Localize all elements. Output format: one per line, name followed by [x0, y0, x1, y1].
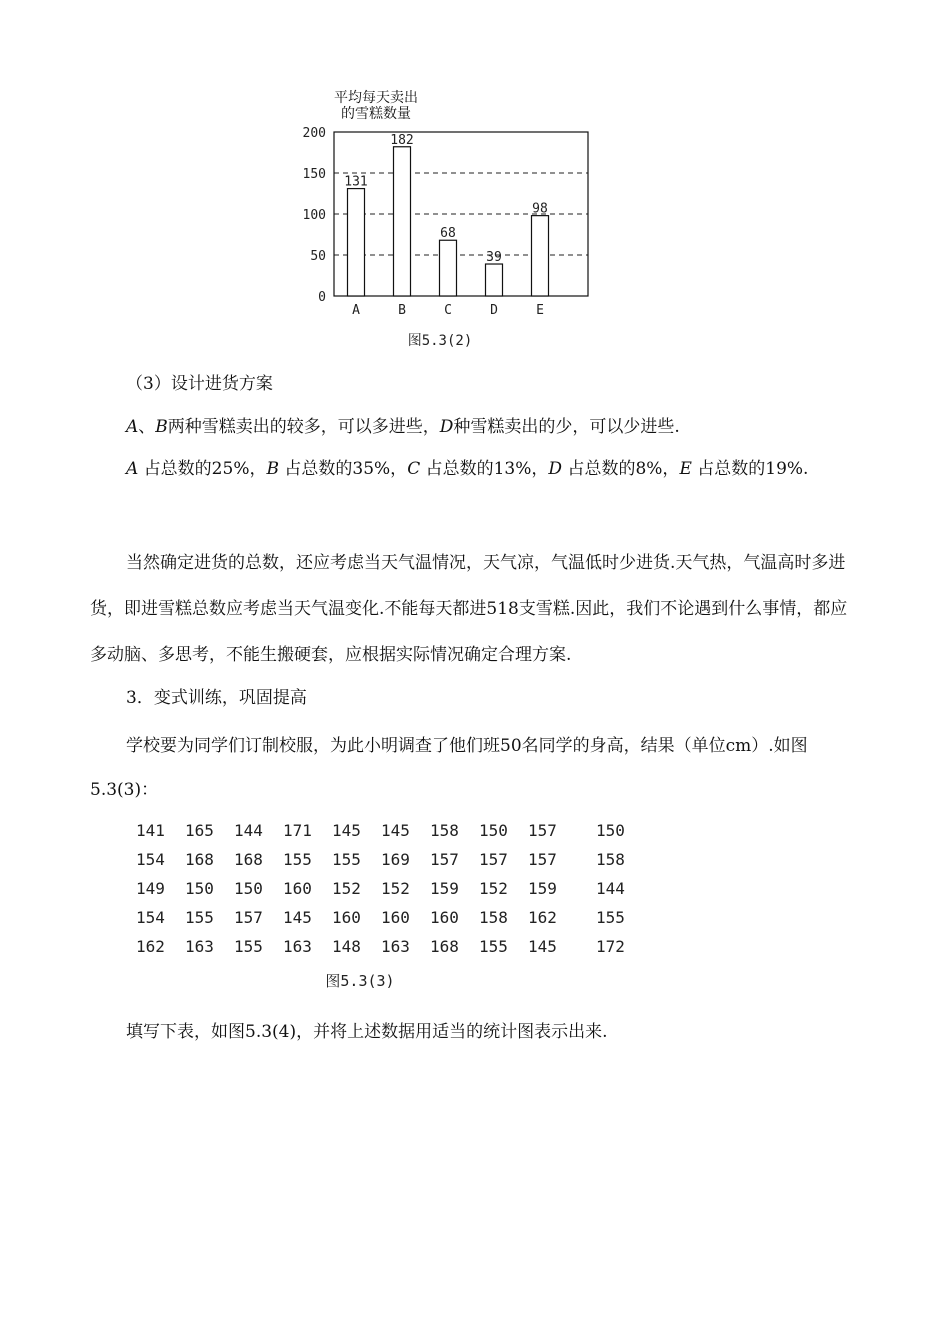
paragraph-closing: 填写下表，如图5.3(4)，并将上述数据用适当的统计图表示出来.: [126, 1022, 608, 1042]
bar-value-label: 68: [440, 226, 456, 242]
table-cell: 172: [596, 937, 625, 956]
table-cell: 162: [528, 908, 557, 927]
table-cell: 152: [479, 879, 508, 898]
var-e: E: [679, 459, 692, 479]
var-b: B: [155, 417, 168, 437]
table-row: [136, 845, 651, 874]
percent-d: 占总数的8%，: [567, 459, 680, 479]
table-cell: 168: [234, 850, 263, 869]
table-cell: 157: [528, 850, 557, 869]
table-cell: 157: [479, 850, 508, 869]
table-cell: 150: [596, 821, 625, 840]
percent-b: 占总数的35%，: [284, 459, 408, 479]
table-cell: 160: [332, 908, 361, 927]
section-heading-plan: （3）设计进货方案: [126, 374, 273, 394]
y-tick-label: 0: [318, 290, 326, 305]
table-cell: 155: [596, 908, 625, 927]
table-cell: 149: [136, 879, 165, 898]
table-row: [136, 816, 651, 845]
bar-value-label: 131: [344, 174, 368, 190]
table-cell: 162: [136, 937, 165, 956]
table-cell: 145: [528, 937, 557, 956]
bar-value-label: 182: [390, 132, 414, 148]
y-tick-label: 100: [302, 208, 326, 223]
table-cell: 165: [185, 821, 214, 840]
var-b: B: [266, 459, 279, 479]
x-tick-label: B: [398, 303, 406, 318]
paragraph-text: 两种雪糕卖出的较多，可以多进些，: [167, 417, 440, 437]
chart-title-line: 平均每天卖出: [334, 90, 418, 106]
height-data-table: [136, 816, 651, 961]
bar-value-label: 98: [532, 201, 548, 217]
table-caption: 图5.3(3): [325, 972, 395, 990]
percent-c: 占总数的13%，: [425, 459, 549, 479]
table-row: [136, 932, 651, 961]
percent-a: 占总数的25%，: [143, 459, 267, 479]
table-cell: 169: [381, 850, 410, 869]
table-cell: 144: [596, 879, 625, 898]
table-row: [136, 874, 651, 903]
table-cell: 168: [430, 937, 459, 956]
percent-e: 占总数的19%.: [697, 459, 809, 479]
table-cell: 155: [185, 908, 214, 927]
x-tick-label: E: [536, 303, 544, 318]
bar-a: [348, 189, 365, 296]
paragraph-text: 种雪糕卖出的少，可以少进些.: [453, 417, 680, 437]
table-cell: 155: [479, 937, 508, 956]
bar-c: [440, 240, 457, 296]
table-cell: 148: [332, 937, 361, 956]
table-cell: 168: [185, 850, 214, 869]
table-cell: 152: [332, 879, 361, 898]
table-cell: 159: [430, 879, 459, 898]
y-tick-label: 200: [302, 126, 326, 141]
table-cell: 145: [283, 908, 312, 927]
table-cell: 159: [528, 879, 557, 898]
y-tick-label: 50: [310, 249, 326, 264]
table-cell: 154: [136, 850, 165, 869]
table-cell: 150: [479, 821, 508, 840]
paragraph-uniform-intro: 学校要为同学们订制校服，为此小明调查了他们班50名同学的身高，结果（单位cm）.如图5.3(3)：: [90, 736, 808, 800]
table-cell: 141: [136, 821, 165, 840]
var-a: A: [126, 459, 139, 479]
bar-e: [532, 216, 549, 296]
x-tick-label: C: [444, 303, 452, 318]
chart-caption: 图5.3(2): [407, 333, 473, 349]
bar-chart-svg: [290, 86, 600, 326]
y-tick-label: 150: [302, 167, 326, 182]
table-cell: 145: [332, 821, 361, 840]
section-heading-training: 3．变式训练，巩固提高: [126, 688, 307, 708]
table-cell: 160: [430, 908, 459, 927]
var-a: A: [126, 417, 139, 437]
bar-d: [486, 264, 503, 296]
var-c: C: [407, 459, 421, 479]
table-cell: 155: [234, 937, 263, 956]
table-cell: 163: [381, 937, 410, 956]
table-cell: 154: [136, 908, 165, 927]
bar-value-label: 39: [486, 250, 502, 266]
paragraph-percentages: [90, 450, 860, 488]
table-row: [136, 903, 651, 932]
table-cell: 152: [381, 879, 410, 898]
table-cell: 150: [185, 879, 214, 898]
table-cell: 160: [381, 908, 410, 927]
var-d: D: [548, 459, 563, 479]
table-cell: 150: [234, 879, 263, 898]
var-d: D: [439, 417, 454, 437]
table-cell: 163: [185, 937, 214, 956]
x-tick-label: A: [352, 303, 360, 318]
table-cell: 158: [596, 850, 625, 869]
chart-title-line: 的雪糕数量: [341, 106, 411, 122]
separator: 、: [138, 417, 156, 437]
table-cell: 157: [528, 821, 557, 840]
table-cell: 163: [283, 937, 312, 956]
table-cell: 145: [381, 821, 410, 840]
ice-cream-sales-chart: [290, 86, 600, 356]
table-cell: 160: [283, 879, 312, 898]
paragraph-more-less: [90, 408, 860, 446]
table-cell: 155: [283, 850, 312, 869]
paragraph-conclusion: 当然确定进货的总数，还应考虑当天气温情况，天气凉，气温低时少进货.天气热，气温高时多进货，即进雪糕总数应考虑当天气温变化.不能每天都进518支雪糕.因此，我们不论遇到什么事情，都应多动脑、多思考，不能生搬硬套，应根据实际情况确定合理方案.: [90, 553, 848, 665]
table-cell: 144: [234, 821, 263, 840]
table-cell: 171: [283, 821, 312, 840]
table-cell: 157: [430, 850, 459, 869]
x-tick-label: D: [490, 303, 498, 318]
table-cell: 158: [430, 821, 459, 840]
table-cell: 157: [234, 908, 263, 927]
table-cell: 158: [479, 908, 508, 927]
table-cell: 155: [332, 850, 361, 869]
bar-b: [394, 147, 411, 296]
